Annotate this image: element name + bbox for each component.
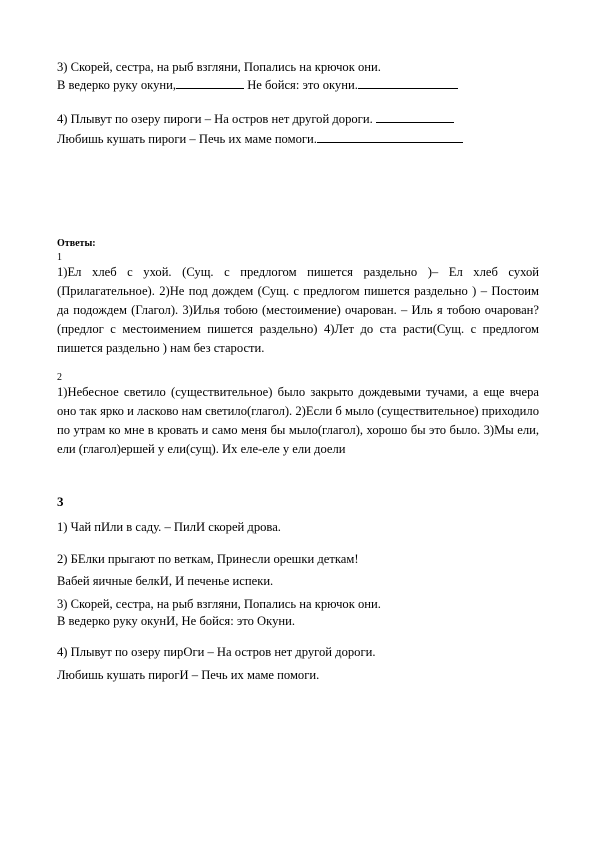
item4-line2-text: Любишь кушать пироги – Печь их маме помоги. <box>57 132 317 146</box>
answer-paragraph-2: 1)Небесное светило (существительное) было закрыто дождевыми тучами, а еще вчера оно так ярко и ласково нам светило(глагол). 2)Если б мыло (существительное) приходило по утрам ко мне в кровать и само меня бы мыло(глагол), хорошо бы это было. 3)Мы ели, ели (глагол)ершей у ели(сущ). Их еле-еле у ели доели <box>57 385 539 456</box>
section-3-line-3: Вабей яичные белкИ, И печенье испеки. <box>57 574 274 588</box>
answer-number-2: 2 <box>57 372 62 383</box>
section-3-line-1: 1) Чай пИли в саду. – ПилИ скорей дрова. <box>57 520 281 534</box>
section-3-line-7: Любишь кушать пирогИ – Печь их маме помоги. <box>57 668 320 682</box>
item4-line2 <box>57 131 463 147</box>
answer-number-1: 1 <box>57 252 62 263</box>
answer-blank <box>317 131 463 143</box>
answers-heading: Ответы: <box>57 238 96 249</box>
section-3-line-6: 4) Плывут по озеру пирОги – На остров нет другой дороги. <box>57 645 376 659</box>
item3-line2-start: В ведерко руку окуни, <box>57 78 177 92</box>
section-3-line-4: 3) Скорей, сестра, на рыб взгляни, Попались на крючок они. <box>57 597 381 611</box>
item4-line1 <box>57 111 454 127</box>
answer-blank <box>358 77 458 89</box>
item4-line1-text: 4) Плывут по озеру пироги – На остров нет другой дороги. <box>57 112 373 126</box>
section-3-line-2: 2) БЕлки прыгают по веткам, Принесли орешки деткам! <box>57 552 359 566</box>
answer-blank <box>376 111 454 123</box>
answer-paragraph-1: 1)Ел хлеб с ухой. (Сущ. с предлогом пишется раздельно )– Ел хлеб сухой (Прилагательное). 2)Не под дождем (Сущ. с предлогом пишется раздельно ) – Постоим да подождем (Глагол). 3)Илья тобою (местоимение) очарован. – Иль я тобою очарован? (предлог с местоимением пишется раздельно) 4)Лет до ста расти(Сущ. с предлогом пишется раздельно ) нам без старости. <box>57 265 539 355</box>
section-3-number: 3 <box>57 494 64 509</box>
answer-blank <box>176 77 244 89</box>
item3-line2 <box>57 77 458 93</box>
item3-line1: 3) Скорей, сестра, на рыб взгляни, Попались на крючок они. <box>57 60 381 74</box>
section-3-line-5: В ведерко руку окунИ, Не бойся: это Окуни. <box>57 614 295 628</box>
item3-line2-end: Не бойся: это окуни. <box>244 78 358 92</box>
